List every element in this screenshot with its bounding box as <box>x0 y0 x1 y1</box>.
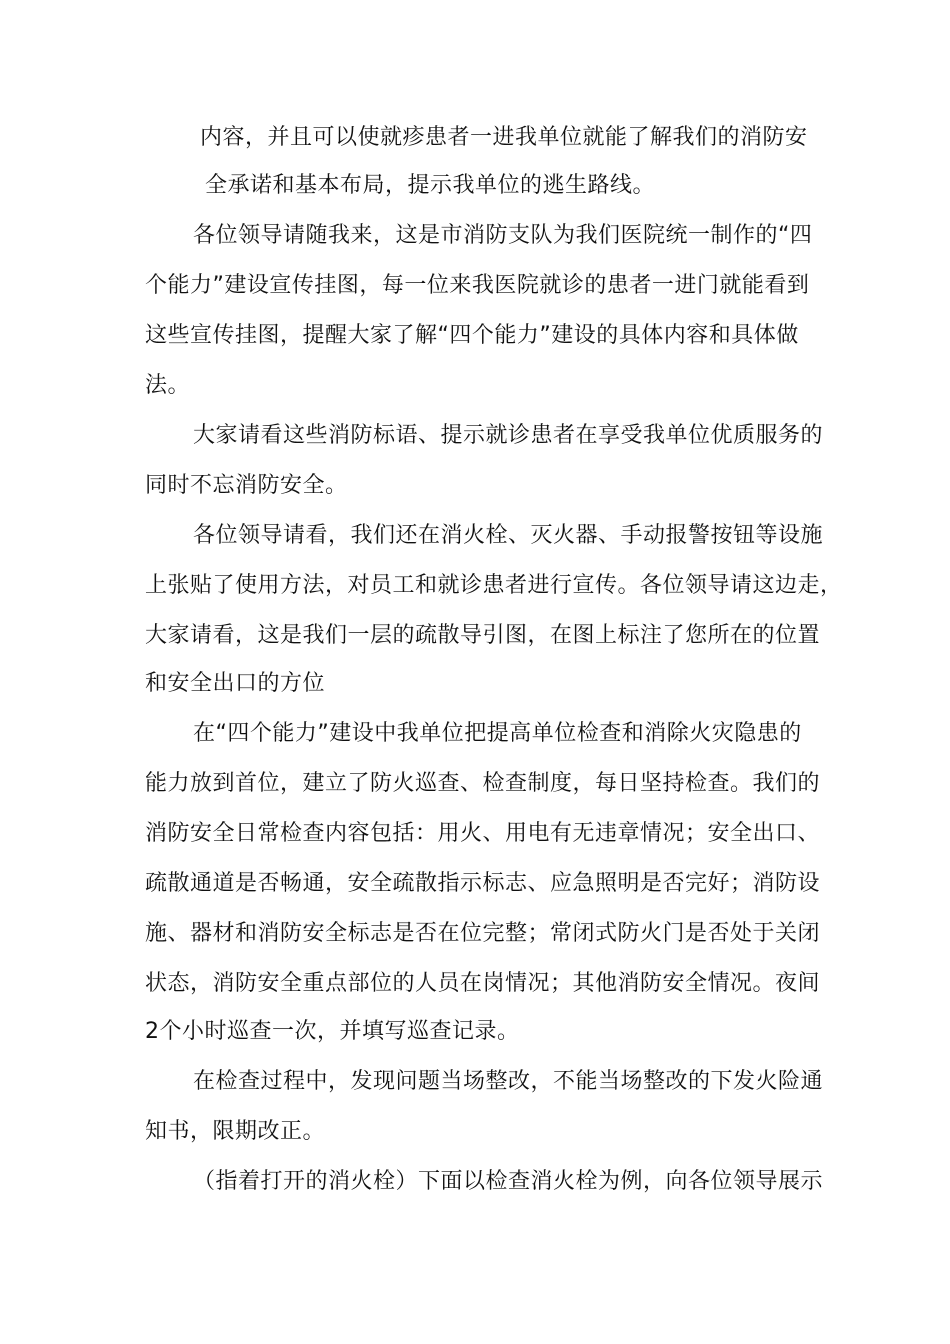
text-line: 这些宣传挂图，提醒大家了解“四个能力”建设的具体内容和具体做 <box>145 323 799 348</box>
text-line: 内容，并且可以使就疹患者一进我单位就能了解我们的消防安 <box>200 125 808 150</box>
text-line: 状态，消防安全重点部位的人员在岗情况；其他消防安全情况。夜间 <box>145 971 821 996</box>
text-line: 疏散通道是否畅通，安全疏散指示标志、应急照明是否完好；消防设 <box>145 871 821 896</box>
text-line: 施、器材和消防安全标志是否在位完整；常闭式防火门是否处于关闭 <box>145 921 821 946</box>
text-line: 在“四个能力”建设中我单位把提高单位检查和消除火灾隐患的 <box>193 721 802 746</box>
text-line: 在检查过程中，发现问题当场整改，不能当场整改的下发火险通 <box>193 1069 824 1094</box>
text-line: 和安全出口的方位 <box>145 671 326 696</box>
text-line: 2个小时巡查一次，并填写巡查记录。 <box>145 1019 520 1044</box>
text-line: 个能力”建设宣传挂图，每一位来我医院就诊的患者一进门就能看到 <box>145 273 810 298</box>
text-line: （指着打开的消火栓）下面以检查消火栓为例，向各位领导展示 <box>193 1169 824 1194</box>
text-line: 能力放到首位，建立了防火巡查、检查制度，每日坚持检查。我们的 <box>145 771 821 796</box>
text-line: 大家请看这些消防标语、提示就诊患者在享受我单位优质服务的 <box>193 423 824 448</box>
text-line: 大家请看，这是我们一层的疏散导引图，在图上标注了您所在的位置 <box>145 623 821 648</box>
text-line: 上张贴了使用方法，对员工和就诊患者进行宣传。各位领导请这边走， <box>145 573 843 598</box>
text-line: 各位领导请看，我们还在消火栓、灭火器、手动报警按钮等设施 <box>193 523 824 548</box>
text-line: 全承诺和基本布局，提示我单位的逃生路线。 <box>205 173 656 198</box>
text-line: 消防安全日常检查内容包括：用火、用电有无违章情况；安全出口、 <box>145 821 821 846</box>
text-line: 同时不忘消防安全。 <box>145 473 348 498</box>
text-line: 知书，限期改正。 <box>145 1119 326 1144</box>
text-line: 法。 <box>145 373 191 398</box>
text-line: 各位领导请随我来，这是市消防支队为我们医院统一制作的“四 <box>193 223 813 248</box>
